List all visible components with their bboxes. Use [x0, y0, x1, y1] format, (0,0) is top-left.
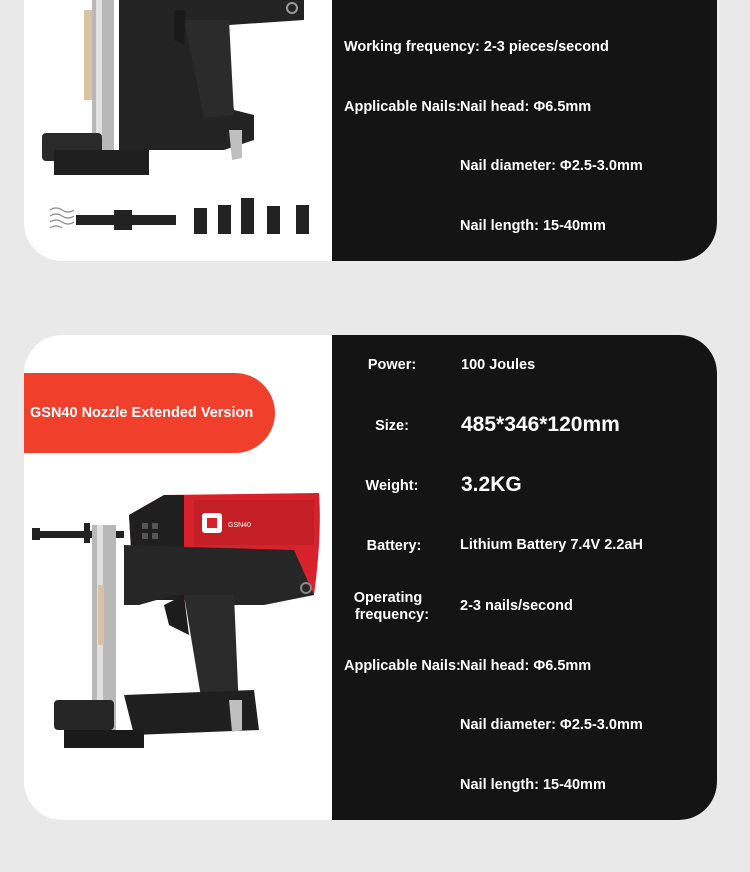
- nail-length-text: Nail length: 15-40mm: [460, 218, 606, 234]
- weight-value: 3.2KG: [461, 473, 522, 496]
- applicable-nails-label: Applicable Nails:: [344, 658, 461, 674]
- top-product-card: [24, 0, 717, 261]
- operating-frequency-value: 2-3 nails/second: [460, 598, 573, 614]
- size-label: Size:: [375, 418, 409, 434]
- nail-diameter-text: Nail diameter: Φ2.5-3.0mm: [460, 717, 643, 733]
- bottom-product-image-pane: [24, 335, 332, 820]
- battery-label: Battery:: [366, 538, 422, 554]
- top-spec-pane: [332, 0, 717, 261]
- bottom-spec-pane: [332, 335, 717, 820]
- tool-label: GSN40: [228, 522, 251, 529]
- nail-head-text: Nail head: Φ6.5mm: [460, 99, 592, 115]
- power-label: Power:: [367, 357, 417, 373]
- nail-gun-image: [24, 485, 332, 785]
- nail-head-text: Nail head: Φ6.5mm: [460, 658, 592, 674]
- power-value: 100 Joules: [461, 357, 536, 373]
- nail-length-text: Nail length: 15-40mm: [460, 777, 606, 793]
- weight-label: Weight:: [365, 478, 419, 494]
- nail-gun-image: [24, 0, 332, 261]
- applicable-nails-label: Applicable Nails:: [344, 99, 461, 115]
- version-badge: GSN40 Nozzle Extended Version: [24, 373, 275, 453]
- size-value: 485*346*120mm: [461, 413, 620, 436]
- operating-frequency-label-line2: frequency:: [354, 607, 430, 623]
- bottom-product-card: [24, 335, 717, 820]
- working-frequency-text: Working frequency: 2-3 pieces/second: [344, 39, 609, 55]
- nail-diameter-text: Nail diameter: Φ2.5-3.0mm: [460, 158, 643, 174]
- operating-frequency-label-line1: Operating: [353, 590, 423, 606]
- battery-value: Lithium Battery 7.4V 2.2aH: [460, 537, 643, 553]
- top-product-image-pane: [24, 0, 332, 261]
